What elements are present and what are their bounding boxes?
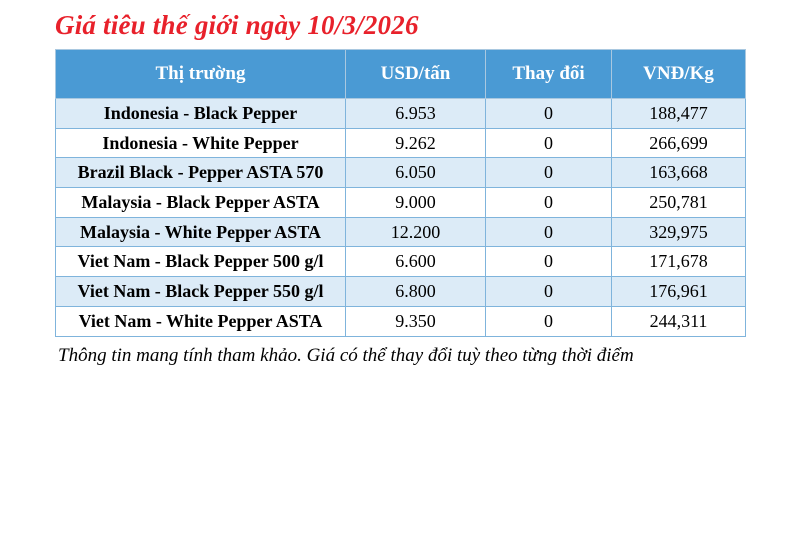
cell-change: 0 bbox=[486, 277, 612, 307]
cell-vnd: 250,781 bbox=[612, 188, 746, 218]
table-body bbox=[56, 99, 746, 337]
cell-vnd: 244,311 bbox=[612, 306, 746, 336]
cell-usd: 9.350 bbox=[346, 306, 486, 336]
cell-change: 0 bbox=[486, 306, 612, 336]
cell-vnd: 176,961 bbox=[612, 277, 746, 307]
cell-change: 0 bbox=[486, 158, 612, 188]
cell-usd: 12.200 bbox=[346, 217, 486, 247]
table-row bbox=[56, 247, 746, 277]
cell-market: Brazil Black - Pepper ASTA 570 bbox=[56, 158, 346, 188]
world-pepper-price-table bbox=[55, 49, 746, 337]
column-header-market: Thị trường bbox=[56, 50, 346, 99]
cell-change: 0 bbox=[486, 128, 612, 158]
table-row bbox=[56, 99, 746, 129]
cell-market: Viet Nam - White Pepper ASTA bbox=[56, 306, 346, 336]
cell-market: Viet Nam - Black Pepper 500 g/l bbox=[56, 247, 346, 277]
cell-usd: 6.953 bbox=[346, 99, 486, 129]
cell-vnd: 188,477 bbox=[612, 99, 746, 129]
table-row bbox=[56, 277, 746, 307]
cell-usd: 9.262 bbox=[346, 128, 486, 158]
table-row bbox=[56, 188, 746, 218]
column-header-usd: USD/tấn bbox=[346, 50, 486, 99]
cell-vnd: 171,678 bbox=[612, 247, 746, 277]
cell-usd: 6.600 bbox=[346, 247, 486, 277]
cell-usd: 9.000 bbox=[346, 188, 486, 218]
cell-vnd: 266,699 bbox=[612, 128, 746, 158]
table-row bbox=[56, 306, 746, 336]
cell-change: 0 bbox=[486, 247, 612, 277]
cell-vnd: 329,975 bbox=[612, 217, 746, 247]
cell-market: Indonesia - Black Pepper bbox=[56, 99, 346, 129]
cell-market: Malaysia - Black Pepper ASTA bbox=[56, 188, 346, 218]
cell-market: Viet Nam - Black Pepper 550 g/l bbox=[56, 277, 346, 307]
page-title: Giá tiêu thế giới ngày 10/3/2026 bbox=[55, 10, 419, 40]
table-header-row bbox=[56, 50, 746, 99]
cell-market: Malaysia - White Pepper ASTA bbox=[56, 217, 346, 247]
cell-change: 0 bbox=[486, 217, 612, 247]
column-header-change: Thay đổi bbox=[486, 50, 612, 99]
column-header-vnd: VNĐ/Kg bbox=[612, 50, 746, 99]
cell-change: 0 bbox=[486, 99, 612, 129]
cell-usd: 6.800 bbox=[346, 277, 486, 307]
cell-vnd: 163,668 bbox=[612, 158, 746, 188]
disclaimer-note: Thông tin mang tính tham khảo. Giá có thể thay đổi tuỳ theo từng thời điểm bbox=[58, 344, 634, 366]
cell-change: 0 bbox=[486, 188, 612, 218]
table-header bbox=[56, 50, 746, 99]
table-row bbox=[56, 158, 746, 188]
table-row bbox=[56, 128, 746, 158]
price-table-container bbox=[0, 49, 800, 337]
cell-usd: 6.050 bbox=[346, 158, 486, 188]
cell-market: Indonesia - White Pepper bbox=[56, 128, 346, 158]
table-row bbox=[56, 217, 746, 247]
